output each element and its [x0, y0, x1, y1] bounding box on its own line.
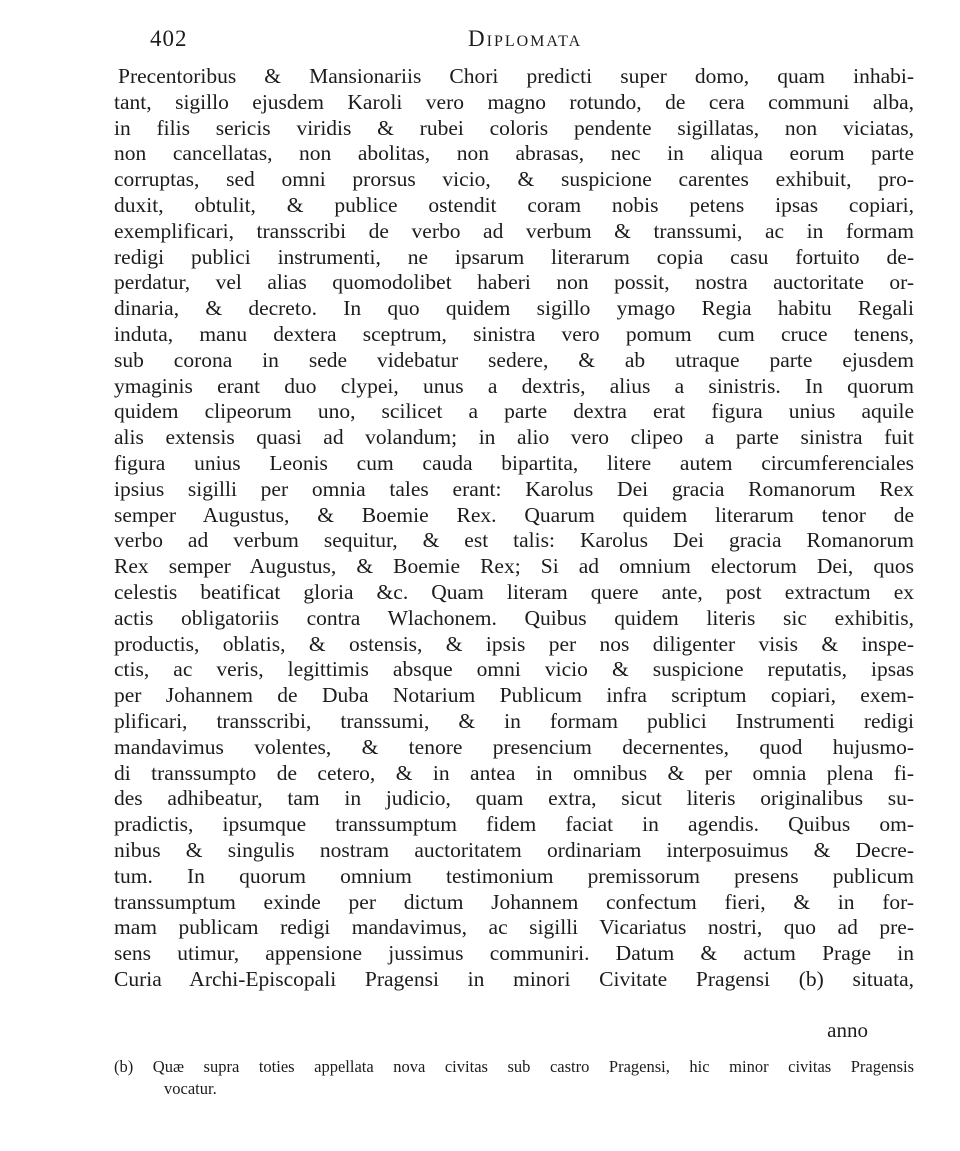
- text-line: ymaginis erant duo clypei, unus a dextris, alius a sinistris. In quorum: [114, 373, 914, 398]
- text-line: induta, manu dextera sceptrum, sinistra vero pomum cum cruce tenens,: [114, 321, 914, 346]
- text-line: tum. In quorum omnium testimonium premissorum presens publicum: [114, 863, 914, 888]
- text-line: transsumptum exinde per dictum Johannem confectum fieri, & in for-: [114, 889, 914, 914]
- text-line: nibus & singulis nostram auctoritatem ordinariam interposuimus & Decre-: [114, 837, 914, 862]
- text-line: non cancellatas, non abolitas, non abrasas, nec in aliqua eorum parte: [114, 141, 914, 166]
- text-line: plificari, transscribi, transsumi, & in formam publici Instrumenti redigi: [114, 708, 914, 733]
- text-line: pradictis, ipsumque transsumptum fidem faciat in agendis. Quibus om-: [114, 812, 914, 837]
- text-line: di transsumpto de cetero, & in antea in omnibus & per omnia plena fi-: [114, 760, 914, 785]
- running-head: Diplomata: [468, 26, 583, 51]
- text-line: semper Augustus, & Boemie Rex. Quarum quidem literarum tenor de: [114, 502, 914, 527]
- text-line: sub corona in sede videbatur sedere, & ab utraque parte ejusdem: [114, 347, 914, 372]
- text-line: mandavimus volentes, & tenore presencium decernentes, quod hujusmo-: [114, 734, 914, 759]
- text-line: verbo ad verbum sequitur, & est talis: Karolus Dei gracia Romanorum: [114, 528, 914, 553]
- text-line: mam publicam redigi mandavimus, ac sigilli Vicariatus nostri, quo ad pre-: [114, 915, 914, 940]
- text-line: celestis beatificat gloria &c. Quam literam quere ante, post extractum ex: [114, 579, 914, 604]
- text-line: productis, oblatis, & ostensis, & ipsis per nos diligenter visis & inspe-: [114, 631, 914, 656]
- text-line: redigi publici instrumenti, ne ipsarum literarum copia casu fortuito de-: [114, 244, 914, 269]
- text-line: Rex semper Augustus, & Boemie Rex; Si ad omnium electorum Dei, quos: [114, 554, 914, 579]
- text-line: des adhibeatur, tam in judicio, quam extra, sicut literis originalibus su-: [114, 786, 914, 811]
- text-line: perdatur, vel alias quomodolibet haberi non possit, nostra auctoritate or-: [114, 270, 914, 295]
- page-header: [150, 26, 910, 60]
- text-line: Curia Archi-Episcopali Pragensi in minori Civitate Pragensi (b) situata,: [114, 966, 914, 991]
- body-text: [114, 64, 914, 993]
- text-line: tant, sigillo ejusdem Karoli vero magno rotundo, de cera communi alba,: [114, 89, 914, 114]
- text-line: in filis sericis viridis & rubei coloris pendente sigillatas, non viciatas,: [114, 115, 914, 140]
- page-number: 402: [150, 26, 188, 51]
- text-line: ipsius sigilli per omnia tales erant: Karolus Dei gracia Romanorum Rex: [114, 476, 914, 501]
- text-line: actis obligatoriis contra Wlachonem. Quibus quidem literis sic exhibitis,: [114, 605, 914, 630]
- footnote-line: vocatur.: [164, 1079, 217, 1098]
- text-line: per Johannem de Duba Notarium Publicum infra scriptum copiari, exem-: [114, 683, 914, 708]
- text-line: alis extensis quasi ad volandum; in alio vero clipeo a parte sinistra fuit: [114, 425, 914, 450]
- text-line: corruptas, sed omni prorsus vicio, & suspicione carentes exhibuit, pro-: [114, 167, 914, 192]
- footnote-line: (b) Quæ supra toties appellata nova civitas sub castro Pragensi, hic minor civitas Pragensis: [114, 1057, 914, 1076]
- footnote: [114, 1056, 914, 1100]
- text-line: exemplificari, transscribi de verbo ad verbum & transsumi, ac in formam: [114, 218, 914, 243]
- text-line: duxit, obtulit, & publice ostendit coram nobis petens ipsas copiari,: [114, 192, 914, 217]
- text-line: Precentoribus & Mansionariis Chori predicti super domo, quam inhabi-: [118, 64, 914, 88]
- catchword: anno: [827, 1018, 868, 1042]
- text-line: sens utimur, appensione jussimus communiri. Datum & actum Prage in: [114, 941, 914, 966]
- text-line: ctis, ac veris, legittimis absque omni vicio & suspicione reputatis, ipsas: [114, 657, 914, 682]
- text-line: figura unius Leonis cum cauda bipartita, litere autem circumferenciales: [114, 450, 914, 475]
- text-line: quidem clipeorum uno, scilicet a parte dextra erat figura unius aquile: [114, 399, 914, 424]
- text-line: dinaria, & decreto. In quo quidem sigillo ymago Regia habitu Regali: [114, 296, 914, 321]
